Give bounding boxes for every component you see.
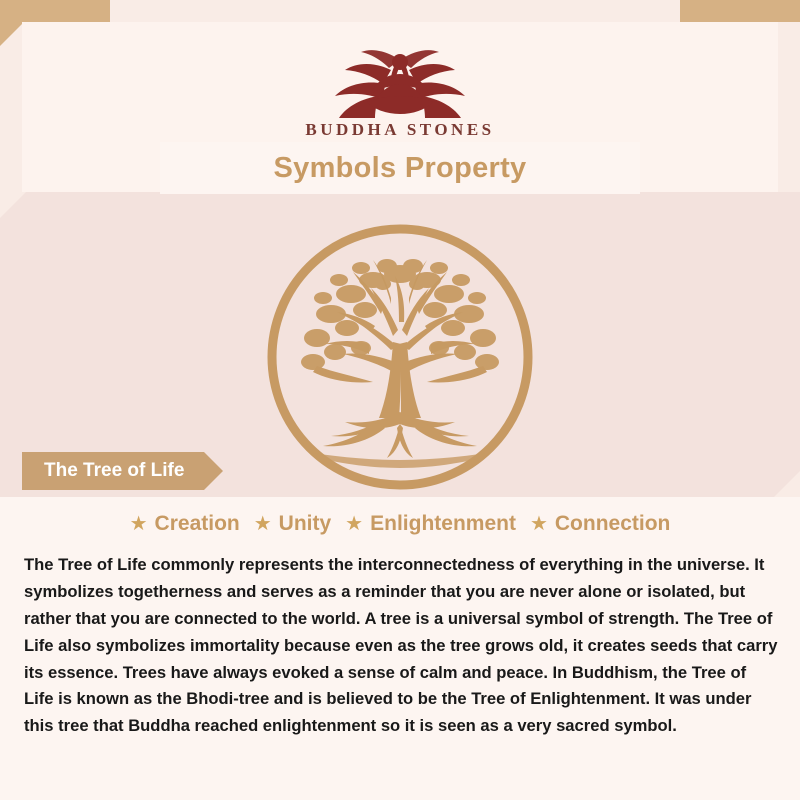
keyword-row (0, 512, 800, 536)
keyword-label: Creation (154, 512, 240, 535)
symbol-name-tag (22, 452, 204, 490)
keyword-label: Connection (554, 512, 671, 535)
keyword-item-enlightenment (345, 512, 516, 536)
keyword-label: Enlightenment (370, 512, 516, 535)
tree-of-life-circle-icon (265, 222, 535, 492)
keyword-item-creation (130, 512, 240, 536)
star-icon: ★ (129, 513, 148, 535)
keyword-item-connection (530, 512, 670, 536)
title-ribbon (160, 142, 640, 194)
symbol-description: The Tree of Life commonly represents the interconnectedness of everything in the universe. It symbolizes togetherness and serves as a reminder that you are never alone or isolated, but rather that you are connected to the world. A tree is a universal symbol of strength. The Tree of Life also symbolizes immortality because even as the tree grows old, it creates seeds that carry its essence. Trees have always evoked a sense of calm and peace. In Buddhism, the Tree of Life is known as the Bhodi-tree and is believed to be the Tree of Enlightenment. It was under this tree that Buddha reached enlightenment so it is seen as a very sacred symbol. (24, 555, 778, 736)
decor-band-top-right (680, 0, 800, 22)
star-icon: ★ (345, 513, 364, 535)
brand-logo (0, 26, 800, 140)
tree-of-life-graphic (265, 222, 535, 492)
page-title: Symbols Property (273, 151, 527, 184)
star-icon: ★ (253, 513, 272, 535)
keyword-item-unity (254, 512, 331, 536)
symbol-name-label: The Tree of Life (44, 460, 185, 481)
lotus-meditation-figure-icon (305, 26, 495, 118)
star-icon: ★ (529, 513, 548, 535)
brand-name: BUDDHA STONES (305, 120, 495, 139)
keyword-label: Unity (278, 512, 332, 535)
